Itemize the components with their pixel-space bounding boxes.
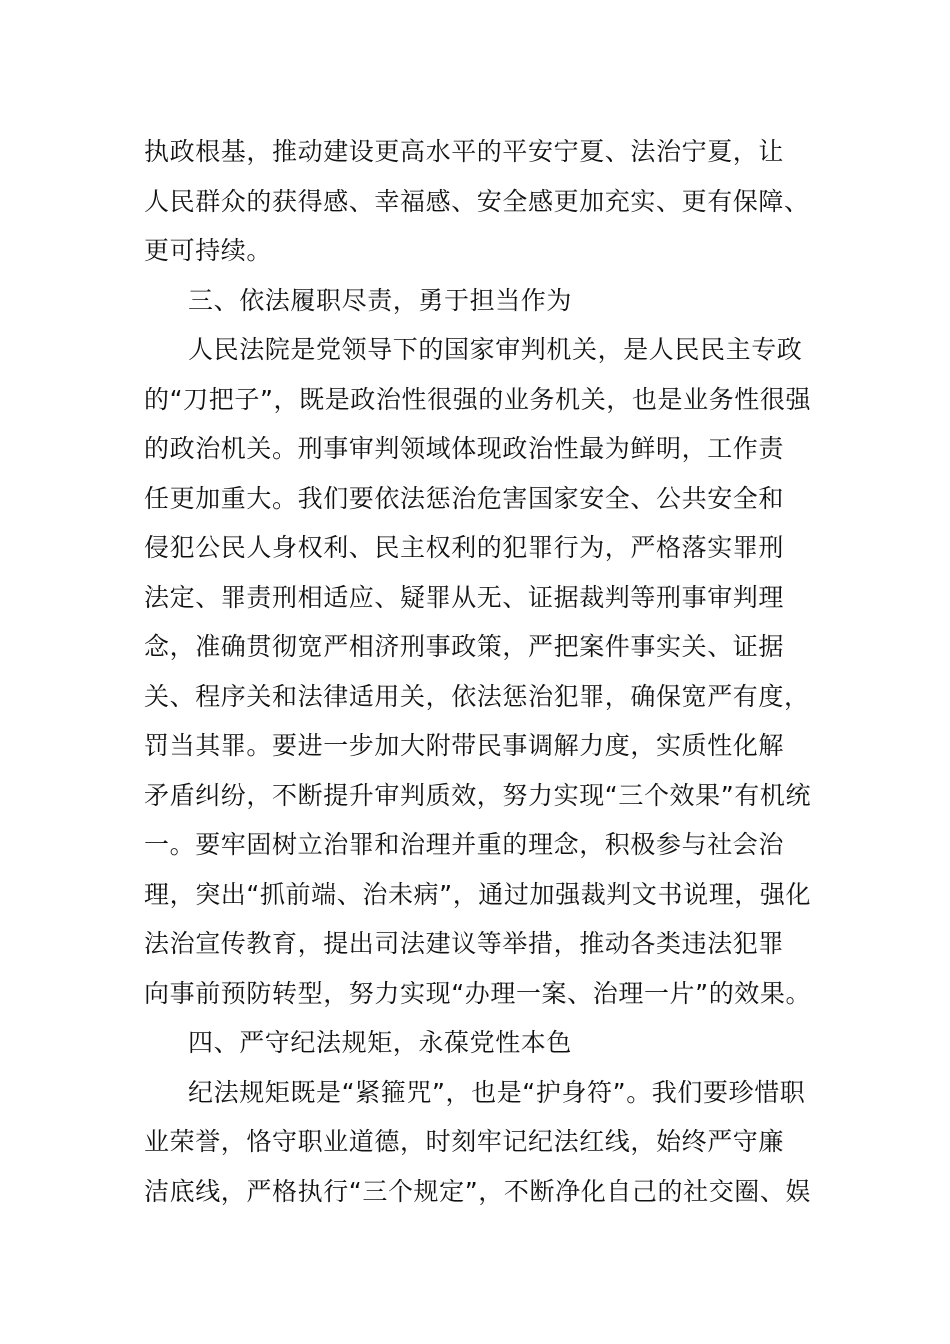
text-line: 法治宣传教育，提出司法建议等举措，推动各类违法犯罪 <box>144 929 785 958</box>
text-line: 矛盾纠纷，不断提升审判质效，努力实现“三个效果”有机统 <box>144 780 812 810</box>
text-line: 念，准确贯彻宽严相济刑事政策，严把案件事实关、证据 <box>144 632 785 661</box>
text-line: 任更加重大。我们要依法惩治危害国家安全、公共安全和 <box>144 483 785 513</box>
text-line: 关、程序关和法律适用关，依法惩治犯罪，确保宽严有度， <box>144 681 810 711</box>
text-line: 人民法院是党领导下的国家审判机关，是人民民主专政 <box>188 335 803 364</box>
text-line: 法定、罪责刑相适应、疑罪从无、证据裁判等刑事审判理 <box>144 582 785 612</box>
text-line: 洁底线，严格执行“三个规定”，不断净化自己的社交圈、娱 <box>144 1176 812 1206</box>
text-line: 理，突出“抓前端、治未病”，通过加强裁判文书说理，强化 <box>144 879 812 909</box>
body-text <box>144 127 812 1216</box>
text-line: 业荣誉，恪守职业道德，时刻牢记纪法红线，始终严守廉 <box>144 1127 785 1156</box>
text-line: 人民群众的获得感、幸福感、安全感更加充实、更有保障、 <box>144 186 810 216</box>
text-line: 纪法规矩既是“紧箍咒”，也是“护身符”。我们要珍惜职 <box>188 1077 806 1107</box>
text-line: 罚当其罪。要进一步加大附带民事调解力度，实质性化解 <box>144 731 785 760</box>
text-line: 一。要牢固树立治罪和治理并重的理念，积极参与社会治 <box>144 830 785 859</box>
text-line: 的“刀把子”，既是政治性很强的业务机关，也是业务性很强 <box>144 384 812 414</box>
text-line: 执政根基，推动建设更高水平的平安宁夏、法治宁夏，让 <box>144 137 785 166</box>
text-line: 的政治机关。刑事审判领域体现政治性最为鲜明，工作责 <box>144 434 785 463</box>
text-line: 侵犯公民人身权利、民主权利的犯罪行为，严格落实罪刑 <box>144 533 785 562</box>
section-heading-3: 三、依法履职尽责，勇于担当作为 <box>188 285 573 315</box>
text-line: 向事前预防转型，努力实现“办理一案、治理一片”的效果。 <box>144 978 812 1008</box>
text-line: 更可持续。 <box>144 236 273 265</box>
section-heading-4: 四、严守纪法规矩，永葆党性本色 <box>188 1028 573 1057</box>
